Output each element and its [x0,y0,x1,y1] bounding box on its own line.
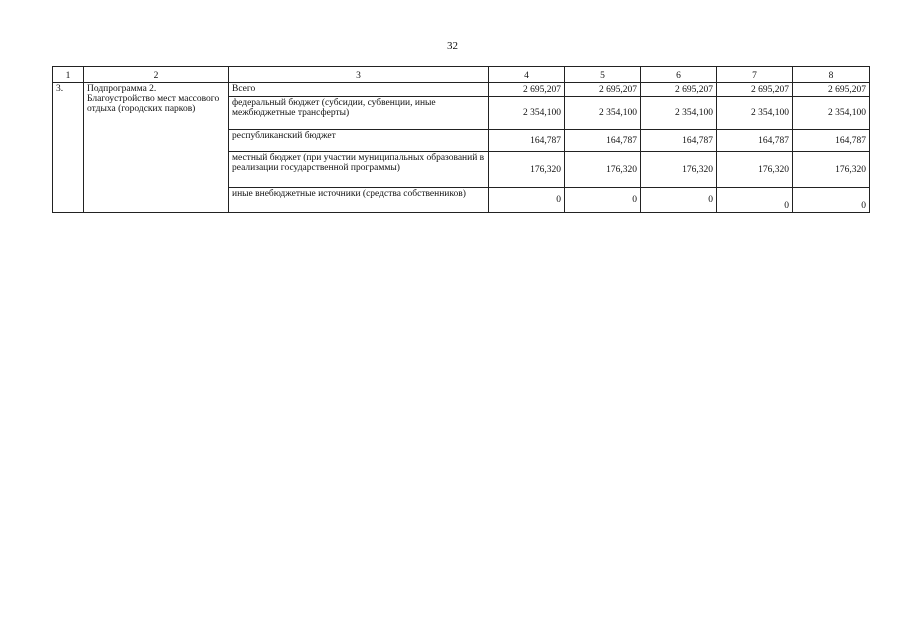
column-header-7: 7 [717,67,793,83]
value-cell: 2 354,100 [565,97,641,130]
value-cell: 164,787 [565,130,641,152]
value-cell: 0 [565,188,641,213]
funding-source: Всего [229,83,489,97]
value-cell: 2 354,100 [717,97,793,130]
funding-source: местный бюджет (при участии муниципальных образований в реализации государственной программы) [229,152,489,188]
budget-table [52,66,870,213]
value-cell: 176,320 [641,152,717,188]
column-header-4: 4 [489,67,565,83]
column-header-3: 3 [229,67,489,83]
value-cell: 176,320 [793,152,870,188]
value-cell: 0 [489,188,565,213]
funding-source: иные внебюджетные источники (средства собственников) [229,188,489,213]
page-number: 32 [447,40,458,52]
value-cell: 164,787 [717,130,793,152]
value-cell: 2 695,207 [641,83,717,97]
row-index: 3. [53,83,84,213]
subprogram-name: Подпрограмма 2. Благоустройство мест массового отдыха (городских парков) [84,83,229,213]
column-header-1: 1 [53,67,84,83]
value-cell: 164,787 [793,130,870,152]
value-cell: 2 695,207 [565,83,641,97]
header-row [53,67,870,83]
value-cell: 164,787 [641,130,717,152]
value-cell: 2 695,207 [717,83,793,97]
value-cell: 0 [793,188,870,213]
funding-source: республиканский бюджет [229,130,489,152]
column-header-6: 6 [641,67,717,83]
value-cell: 0 [641,188,717,213]
value-cell: 2 354,100 [489,97,565,130]
value-cell: 176,320 [717,152,793,188]
table-row-total [53,83,870,97]
value-cell: 176,320 [565,152,641,188]
column-header-2: 2 [84,67,229,83]
value-cell: 2 695,207 [489,83,565,97]
column-header-8: 8 [793,67,870,83]
value-cell: 0 [717,188,793,213]
funding-source: федеральный бюджет (субсидии, субвенции, иные межбюджетные трансферты) [229,97,489,130]
value-cell: 2 354,100 [793,97,870,130]
value-cell: 176,320 [489,152,565,188]
value-cell: 2 354,100 [641,97,717,130]
value-cell: 2 695,207 [793,83,870,97]
column-header-5: 5 [565,67,641,83]
value-cell: 164,787 [489,130,565,152]
